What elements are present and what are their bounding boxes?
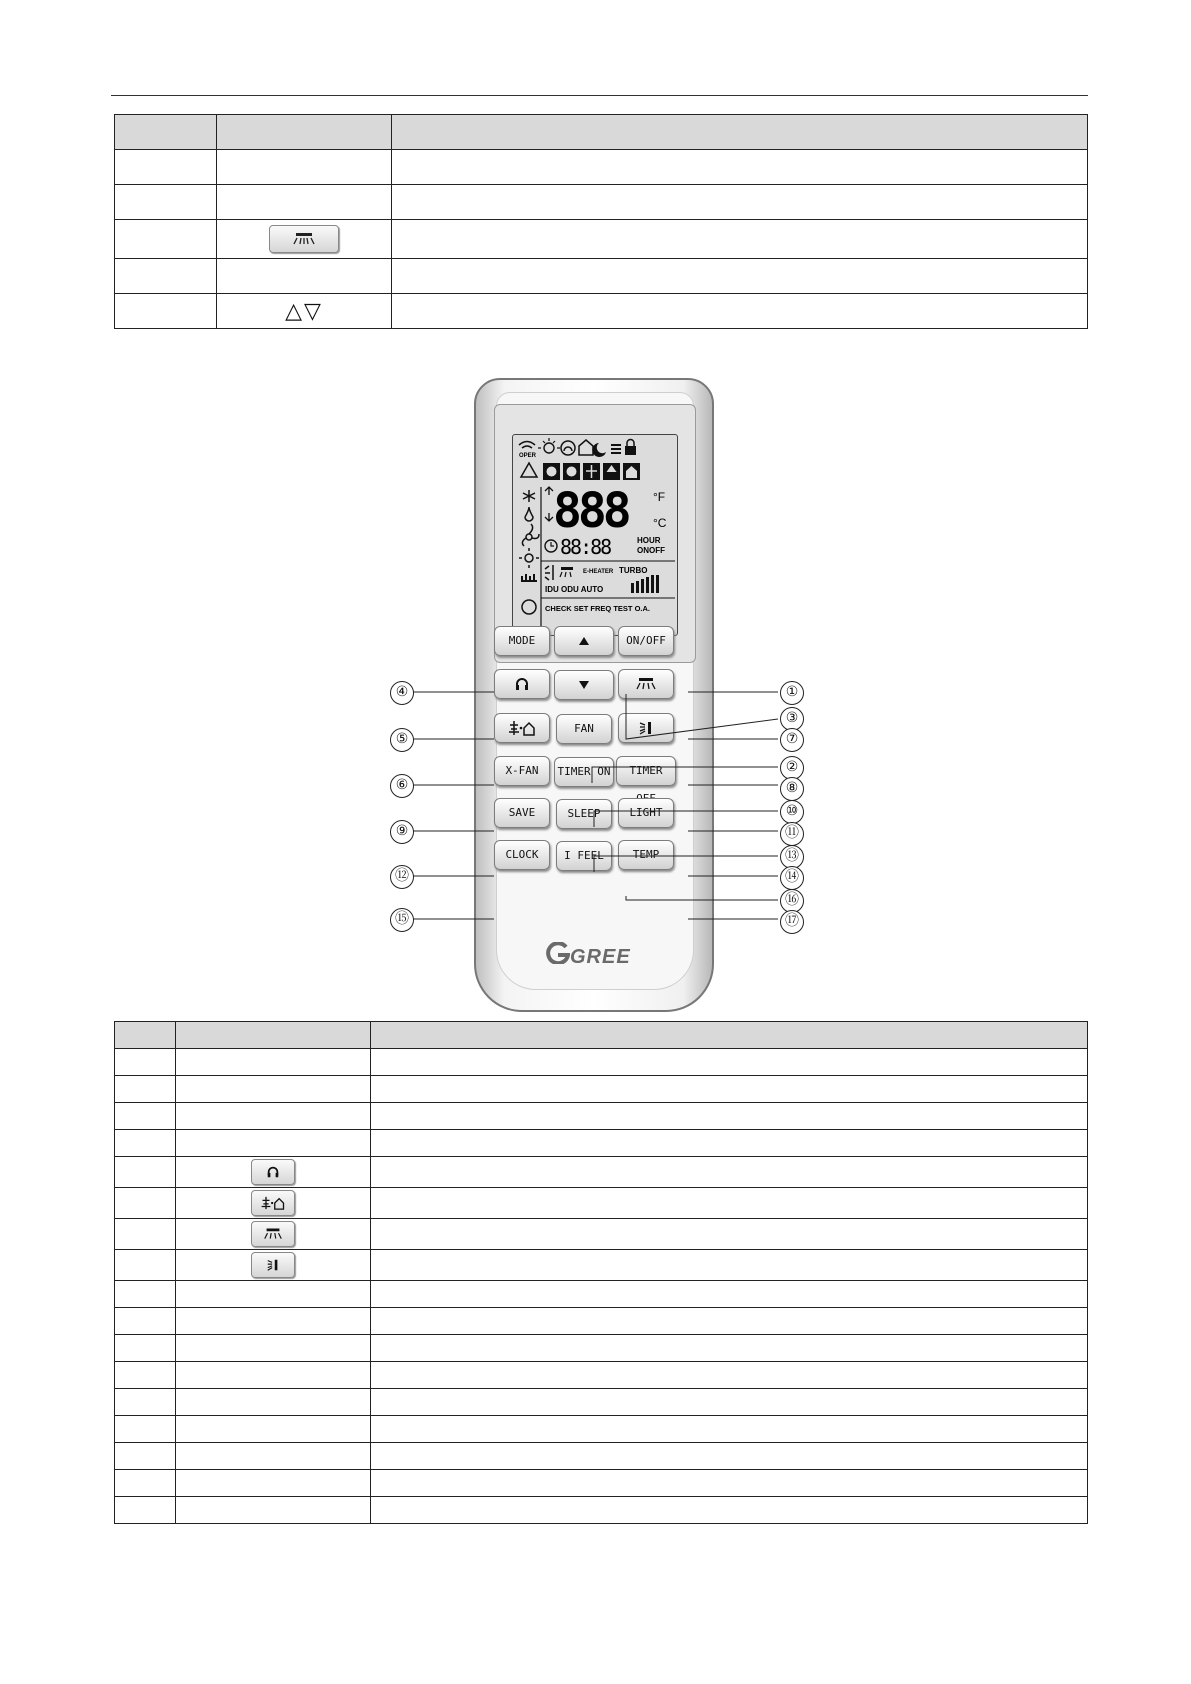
lcd-eheater-label: E-HEATER	[583, 569, 614, 575]
table-row	[115, 1443, 1088, 1470]
callout-6: ⑥	[390, 774, 414, 798]
bottom-table-header	[115, 1022, 1088, 1049]
x-fan-button[interactable]: X-FAN	[494, 756, 550, 786]
lcd-celsius: °C	[653, 516, 667, 530]
callout-2: ②	[780, 756, 804, 780]
table-row	[115, 1335, 1088, 1362]
lcd-bottom-labels: CHECK SET FREQ TEST O.A.	[545, 604, 651, 613]
table-row	[115, 1281, 1088, 1308]
timer-on-button[interactable]: TIMER ON	[554, 757, 614, 787]
callout-5: ⑤	[390, 728, 414, 752]
fan-button[interactable]: FAN	[556, 714, 612, 744]
i-feel-button[interactable]: I FEEL	[556, 841, 612, 871]
table-row	[115, 1076, 1088, 1103]
lcd-clock-digits: 88:88	[560, 535, 611, 559]
table-row	[115, 1308, 1088, 1335]
callout-10: ⑩	[780, 800, 804, 824]
horizontal-swing-icon	[266, 1258, 280, 1272]
up-down-arrows-icon: △▽	[285, 298, 323, 323]
lcd-fahrenheit: °F	[653, 490, 666, 504]
callout-3: ③	[780, 707, 804, 731]
callout-4: ④	[390, 681, 414, 705]
callout-14: ⑭	[780, 866, 804, 890]
table-row	[115, 1130, 1088, 1157]
callout-15: ⑮	[390, 908, 414, 932]
table-row	[115, 1219, 1088, 1250]
lcd-idu-odu-auto: IDU ODU AUTO	[545, 585, 604, 594]
mode-button[interactable]: MODE	[494, 626, 550, 656]
callout-12: ⑫	[390, 865, 414, 889]
horizontal-swing-button-image	[251, 1252, 295, 1278]
swing-button-image	[251, 1221, 295, 1247]
table-row	[115, 1188, 1088, 1219]
callout-13: ⑬	[780, 845, 804, 869]
air-button-image	[251, 1190, 295, 1216]
on-off-button[interactable]: ON/OFF	[618, 626, 674, 656]
table-row	[115, 1157, 1088, 1188]
tree-home-icon	[260, 1196, 286, 1210]
callout-8: ⑧	[780, 777, 804, 801]
callout-7: ⑦	[780, 728, 804, 752]
headphone-icon	[266, 1165, 280, 1179]
table-row	[115, 1497, 1088, 1524]
table-row	[115, 1250, 1088, 1281]
lcd-turbo-label: TURBO	[619, 566, 648, 575]
table-row	[115, 1362, 1088, 1389]
lcd-oper-label: OPER	[519, 453, 537, 459]
lcd-hour-label: HOUR	[637, 536, 661, 545]
brand-logo: GREE	[570, 946, 631, 968]
table-row	[115, 1103, 1088, 1130]
callout-1: ①	[780, 681, 804, 705]
lcd-main-digits: 888	[553, 483, 628, 539]
table-row	[115, 1470, 1088, 1497]
table-row	[115, 1389, 1088, 1416]
save-button[interactable]: SAVE	[494, 798, 550, 828]
callout-11: ⑪	[780, 822, 804, 846]
swing-icon	[262, 1228, 284, 1241]
lcd-onoff-label: ONOFF	[637, 546, 665, 555]
temp-button[interactable]: TEMP	[618, 840, 674, 870]
callout-17: ⑰	[780, 910, 804, 934]
callout-16: ⑯	[780, 889, 804, 913]
sleep-button[interactable]: SLEEP	[556, 799, 612, 829]
clock-button[interactable]: CLOCK	[494, 840, 550, 870]
light-button[interactable]: LIGHT	[618, 798, 674, 828]
bottom-table	[114, 1021, 1088, 1524]
timer-off-button[interactable]: TIMER	[616, 756, 676, 786]
table-row	[115, 1049, 1088, 1076]
health-button-image	[251, 1159, 295, 1185]
table-row	[115, 1416, 1088, 1443]
callout-9: ⑨	[390, 820, 414, 844]
